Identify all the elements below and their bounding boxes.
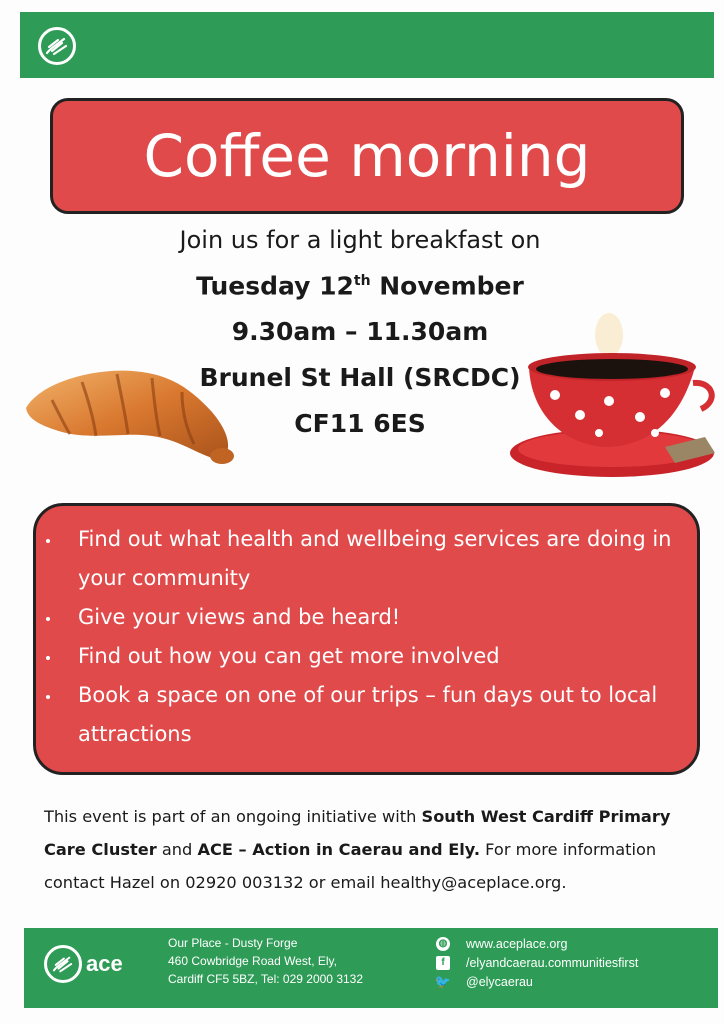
facebook-icon: f [436,956,450,970]
ace-logo-text: ace [86,951,123,976]
info-partner: South West Cardiff Primary Care Cluster [44,807,671,859]
event-intro: Join us for a light breakfast on [179,226,541,254]
benefit-item: Find out how you can get more involved [78,637,688,676]
benefit-item: Book a space on one of our trips – fun days out to local attractions [78,676,688,754]
address-line: 460 Cowbridge Road West, Ely, [168,954,337,968]
ace-logo [44,938,140,990]
event-postcode: CF11 6ES [294,409,426,439]
info-contact: For more information contact Hazel on 02920 003132 or email healthy@aceplace.org. [44,840,657,892]
twitter-link[interactable] [436,972,716,991]
info-paragraph [44,800,704,899]
hand-logo-icon [38,27,76,65]
info-text: and [156,840,198,859]
globe-icon: ◍ [436,937,450,951]
facebook-link[interactable] [436,953,716,972]
website-text: www.aceplace.org [466,936,568,951]
event-time: 9.30am – 11.30am [231,317,489,347]
footer-links [436,934,716,991]
event-date-day: Tuesday 12 [196,271,354,301]
event-date [110,258,610,309]
event-venue: Brunel St Hall (SRCDC) [199,363,521,393]
benefits-list [78,520,688,754]
title-banner [50,98,684,214]
coffee-cup-image [505,305,720,480]
page-title: Coffee morning [143,122,591,190]
facebook-text: /elyandcaerau.communitiesfirst [466,955,639,970]
ace-hand-icon [44,945,82,983]
address-line: Cardiff CF5 5BZ, Tel: 029 2000 3132 [168,972,364,986]
address-line: Our Place - Dusty Forge [168,936,298,950]
website-link[interactable] [436,934,716,953]
info-organisation: ACE – Action in Caerau and Ely. [197,840,481,859]
top-green-bar [20,12,714,78]
benefit-item: Give your views and be heard! [78,598,688,637]
footer-address [168,934,418,988]
twitter-icon: 🐦 [434,973,452,989]
benefit-item: Find out what health and wellbeing services are doing in your community [78,520,688,598]
twitter-text: @elycaerau [466,974,533,989]
croissant-image [22,360,237,470]
benefits-box [33,503,700,775]
info-text: This event is part of an ongoing initiative with [44,807,422,826]
event-date-month: November [370,271,524,301]
event-date-suffix: th [353,273,371,289]
